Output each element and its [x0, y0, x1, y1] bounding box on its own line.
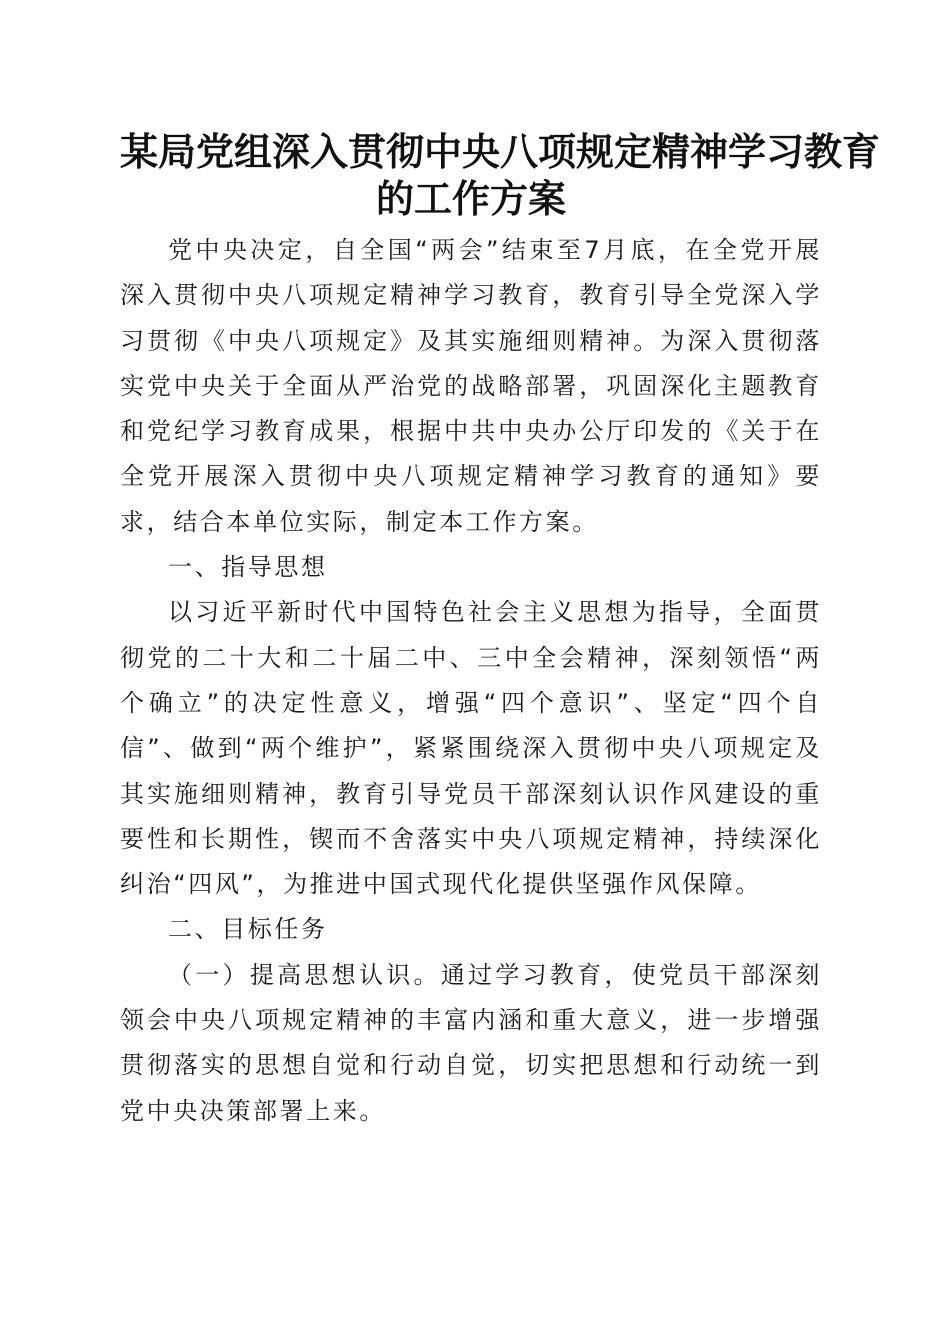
- document-content: [120, 128, 881, 1134]
- guiding-thought-paragraph: 以习近平新时代中国特色社会主义思想为指导，全面贯彻党的二十大和二十届二中、三中全会精神，深刻领悟“两个确立”的决定性意义，增强“四个意识”、坚定“四个自信”、做到“两个维护”，紧紧围绕深入贯彻中央八项规定及其实施细则精神，教育引导党员干部深刻认识作风建设的重要性和长期性，锲而不舍落实中央八项规定精神，持续深化纠治“四风”，为推进中国式现代化提供坚强作风保障。: [120, 598, 822, 899]
- title-line-1: 某局党组深入贯彻中央八项规定精神学习教育: [120, 129, 881, 174]
- document-body: [120, 228, 822, 1134]
- goals-item-1-paragraph: （一）提高思想认识。通过学习教育，使党员干部深刻领会中央八项规定精神的丰富内涵和重大意义，进一步增强贯彻落实的思想自觉和行动自觉，切实把思想和行动统一到党中央决策部署上来。: [120, 960, 822, 1125]
- section-heading-guiding-thought: 一、指导思想: [168, 553, 328, 582]
- intro-paragraph: 党中央决定，自全国“两会”结束至7月底，在全党开展深入贯彻中央八项规定精神学习教育，教育引导全党深入学习贯彻《中央八项规定》及其实施细则精神。为深入贯彻落实党中央关于全面从严治党的战略部署，巩固深化主题教育和党纪学习教育成果，根据中共中央办公厅印发的《关于在全党开展深入贯彻中央八项规定精神学习教育的通知》要求，结合本单位实际，制定本工作方案。: [120, 236, 822, 536]
- section-heading-goals-tasks: 二、目标任务: [168, 915, 328, 944]
- title-line-2: 的工作方案: [375, 176, 566, 221]
- document-title: [120, 128, 881, 222]
